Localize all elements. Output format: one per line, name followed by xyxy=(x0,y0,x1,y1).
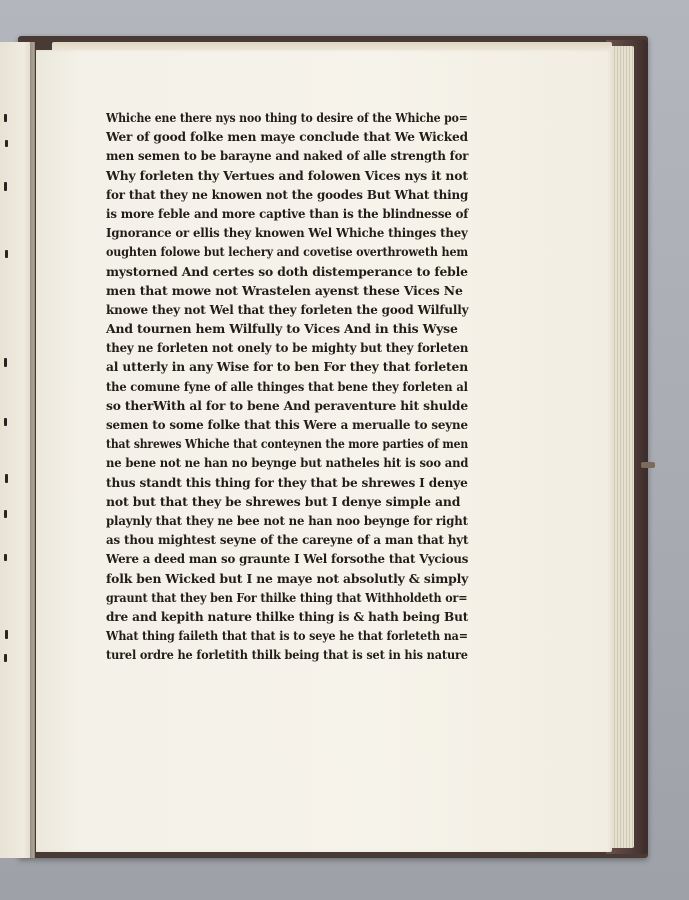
text-line: mystorned And certes so doth distemperance to feble xyxy=(106,263,468,279)
text-line: Wer of good folke men maye conclude that We Wicked xyxy=(106,129,468,145)
text-line: What thing faileth that that is to seye he that forleteth na= xyxy=(106,628,468,644)
text-line: Were a deed man so graunte I Wel forsothe that Vycious xyxy=(106,551,469,567)
text-line: folk ben Wicked but I ne maye not absolutly & simply xyxy=(106,570,469,586)
text-line: Ignorance or ellis they knowen Wel Whiche thinges they xyxy=(106,225,468,241)
text-line: the comune fyne of alle thinges that bene they forleten al xyxy=(106,378,468,394)
text-line: Why forleten thy Vertues and folowen Vices nys it not xyxy=(106,167,468,183)
text-line: men that mowe not Wrastelen ayenst these Vices Ne xyxy=(106,282,463,298)
text-line: Whiche ene there nys noo thing to desire of the Whiche po= xyxy=(106,110,468,125)
text-line: thus standt this thing for they that be shrewes I denye xyxy=(106,474,468,490)
text-line: that shrewes Whiche that conteynen the more parties of men xyxy=(106,436,469,452)
text-line: men semen to be barayne and naked of alle strength for xyxy=(106,148,469,164)
text-line: oughten folowe but lechery and covetise overthroweth hem xyxy=(106,244,469,260)
text-line: turel ordre he forletith thilk being that is set in his nature xyxy=(106,647,468,663)
ribbon-marker xyxy=(641,462,655,468)
text-line: playnly that they ne bee not ne han noo beynge for right xyxy=(106,512,468,528)
text-line: they ne forleten not onely to be mighty but they forleten xyxy=(106,340,469,356)
text-line: is more feble and more captive than is the blindnesse of xyxy=(106,205,469,221)
text-line: for that they ne knowen not the goodes But What thing xyxy=(106,186,469,202)
text-line: al utterly in any Wise for to ben For they that forleten xyxy=(106,359,468,375)
text-line: ne bene not ne han no beynge but natheles hit is soo and xyxy=(106,455,469,471)
text-line: not but that they be shrewes but I denye simple and xyxy=(106,493,461,509)
text-line: as thou mightest seyne of the careyne of a man that hyt xyxy=(106,532,469,548)
text-line: And tournen hem Wilfully to Vices And in this Wyse xyxy=(106,321,458,337)
text-line: dre and kepith nature thilke thing is & hath being But xyxy=(106,608,469,624)
text-line: knowe they not Wel that they forleten the good Wilfully xyxy=(106,301,469,317)
text-line: graunt that they ben For thilke thing that Withholdeth or= xyxy=(106,589,468,605)
text-line: so therWith al for to bene And peraventure hit shulde xyxy=(106,397,468,413)
text-line: semen to some folke that this Were a merualle to seyne xyxy=(106,417,468,432)
text-block xyxy=(106,108,468,664)
